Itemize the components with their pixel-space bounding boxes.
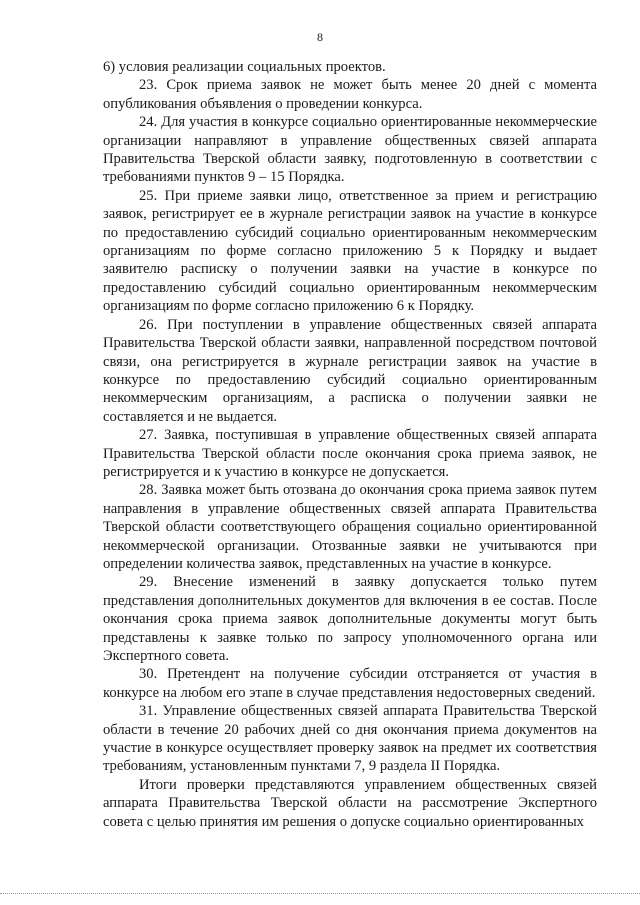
page-bottom-divider — [0, 893, 640, 894]
document-body — [103, 58, 597, 831]
page-number: 8 — [317, 30, 323, 44]
paragraph-26: 26. При поступлении в управление общественных связей аппарата Правительства Тверской области заявки, направленной посредством почтовой связи, она регистрируется в журнале регистрации заявок на участие в конкурсе по предоставлению субсидий социально ориентированным некоммерческим организациям, а расписка о получении заявки не составляется и не выдается. — [103, 316, 597, 425]
paragraph-23: 23. Срок приема заявок не может быть менее 20 дней с момента опубликования объявления о проведении конкурса. — [103, 77, 597, 112]
paragraph-30: 30. Претендент на получение субсидии отстраняется от участия в конкурсе на любом его этапе в случае представления недостоверных сведений. — [103, 666, 597, 701]
paragraph-28: 28. Заявка может быть отозвана до окончания срока приема заявок путем направления в управление общественных связей аппарата Правительства Тверской области соответствующего обращения социально ориентированной некоммерческой организации. Отозванные заявки не учитываются при определении количества заявок, представленных на участие в конкурсе. — [103, 482, 597, 572]
paragraph-24: 24. Для участия в конкурсе социально ориентированные некоммерческие организации направляют в управление общественных связей аппарата Правительства Тверской области заявку, подготовленную в соответствии с требованиями пунктов 9 – 15 Порядка. — [103, 114, 597, 186]
paragraph-31: 31. Управление общественных связей аппарата Правительства Тверской области в течение 20 рабочих дней со дня окончания приема документов на участие в конкурсе осуществляет проверку заявок на предмет их соответствия требованиям, установленным пунктами 7, 9 раздела II Порядка. — [103, 703, 597, 775]
paragraph-item-6: 6) условия реализации социальных проектов. — [103, 59, 386, 75]
paragraph-27: 27. Заявка, поступившая в управление общественных связей аппарата Правительства Тверской области после окончания срока приема заявок, не регистрируется и к участию в конкурсе не допускается. — [103, 427, 597, 480]
paragraph-25: 25. При приеме заявки лицо, ответственное за прием и регистрацию заявок, регистрирует ее в журнале регистрации заявок на участие в конкурсе по предоставлению субсидий социально ориентированным некоммерческим организациям по форме согласно приложению 5 к Порядку и выдает заявителю расписку о получении заявки на участие в конкурсе по предоставлению субсидий социально ориентированным некоммерческим организациям по форме согласно приложению 6 к Порядку. — [103, 187, 597, 315]
paragraph-29: 29. Внесение изменений в заявку допускается только путем представления дополнительных документов для включения в ее состав. После окончания срока приема заявок дополнительные документы могут быть представлены к заявке только по запросу уполномоченного органа или Экспертного совета. — [103, 574, 597, 664]
paragraph-31-continuation: Итоги проверки представляются управлением общественных связей аппарата Правительства Тверской области на рассмотрение Экспертного совета с целью принятия им решения о допуске социально ориентированных — [103, 776, 597, 830]
